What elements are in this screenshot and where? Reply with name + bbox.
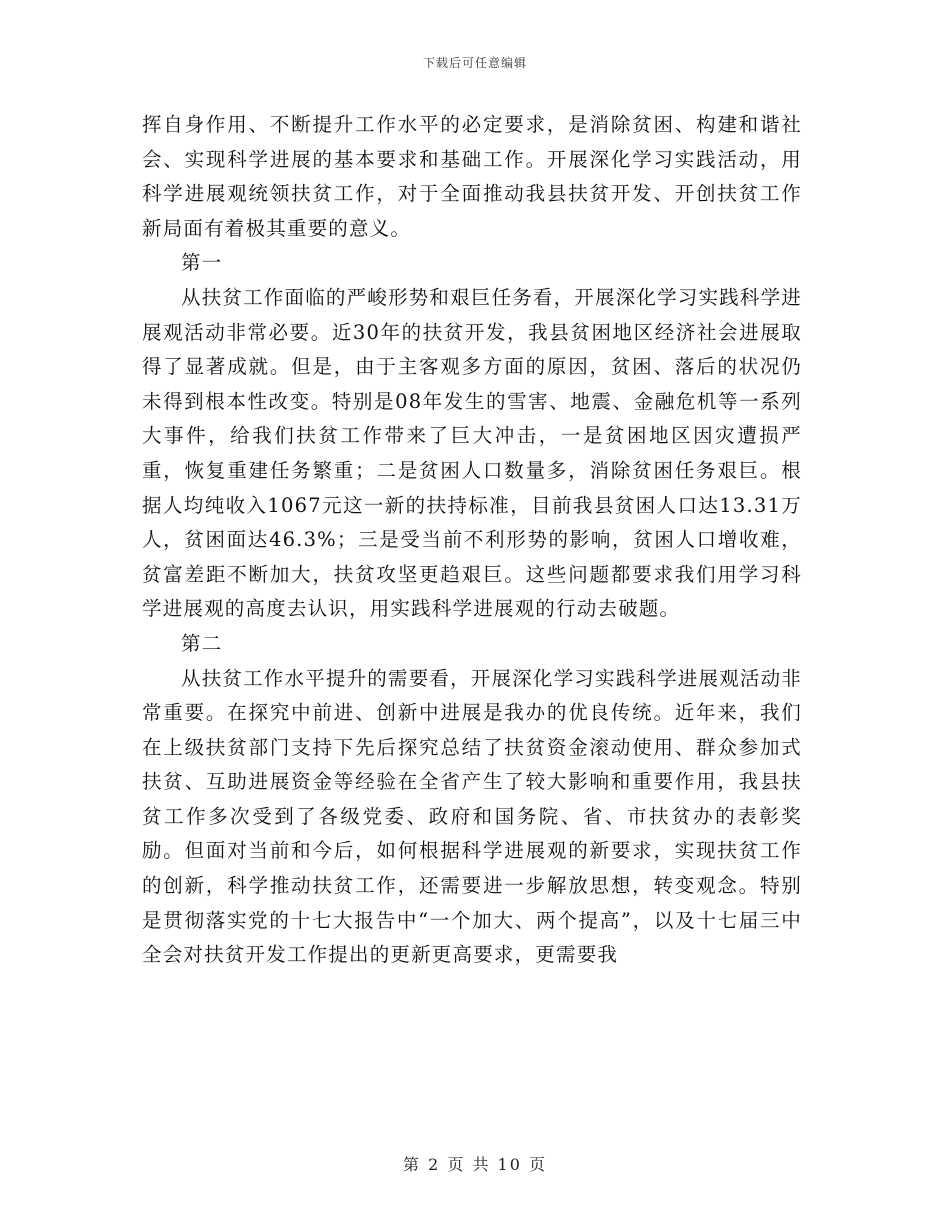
section-heading-second: 第二 — [181, 631, 223, 655]
paragraph-second-section: 从扶贫工作水平提升的需要看，开展深化学习实践科学进展观活动非常重要。在探究中前进、创新中进展是我办的优良传统。近年来，我们在上级扶贫部门支持下先后探究总结了扶贫资金滚动使用、群众参加式扶贫、互助进展资金等经验在全省产生了较大影响和重要作用，我县扶贫工作多次受到了各级党委、政府和国务院、省、市扶贫办的表彰奖励。但面对当前和今后，如何根据科学进展观的新要求，实现扶贫工作的创新，科学推动扶贫工作，还需要进一步解放思想，转变观念。特别是贯彻落实党的十七大报告中“一个加大、两个提高”，以及十七届三中全会对扶贫开发工作提出的更新更高要求，更需要我 — [142, 666, 803, 967]
paragraph-continuation: 挥自身作用、不断提升工作水平的必定要求，是消除贫困、构建和谐社会、实现科学进展的基本要求和基础工作。开展深化学习实践活动，用科学进展观统领扶贫工作，对于全面推动我县扶贫开发、开创扶贫工作新局面有着极其重要的意义。 — [142, 113, 802, 240]
section-heading-first: 第一 — [181, 251, 223, 275]
page-number-footer: 第 2 页 共 10 页 — [403, 1155, 547, 1174]
document-body — [142, 108, 802, 973]
paragraph-first-section: 从扶贫工作面临的严峻形势和艰巨任务看，开展深化学习实践科学进展观活动非常必要。近30年的扶贫开发，我县贫困地区经济社会进展取得了显著成就。但是，由于主客观多方面的原因，贫困、落后的状况仍未得到根本性改变。特别是08年发生的雪害、地震、金融危机等一系列大事件，给我们扶贫工作带来了巨大冲击，一是贫困地区因灾遭损严重，恢复重建任务繁重；二是贫困人口数量多，消除贫困任务艰巨。根据人均纯收入1067元这一新的扶持标准，目前我县贫困人口达13.31万人，贫困面达46.3%；三是受当前不利形势的影响，贫困人口增收难，贫富差距不断加大，扶贫攻坚更趋艰巨。这些问题都要求我们用学习科学进展观的高度去认识，用实践科学进展观的行动去破题。 — [142, 285, 803, 621]
page-header: 下载后可任意编辑 — [422, 56, 527, 70]
